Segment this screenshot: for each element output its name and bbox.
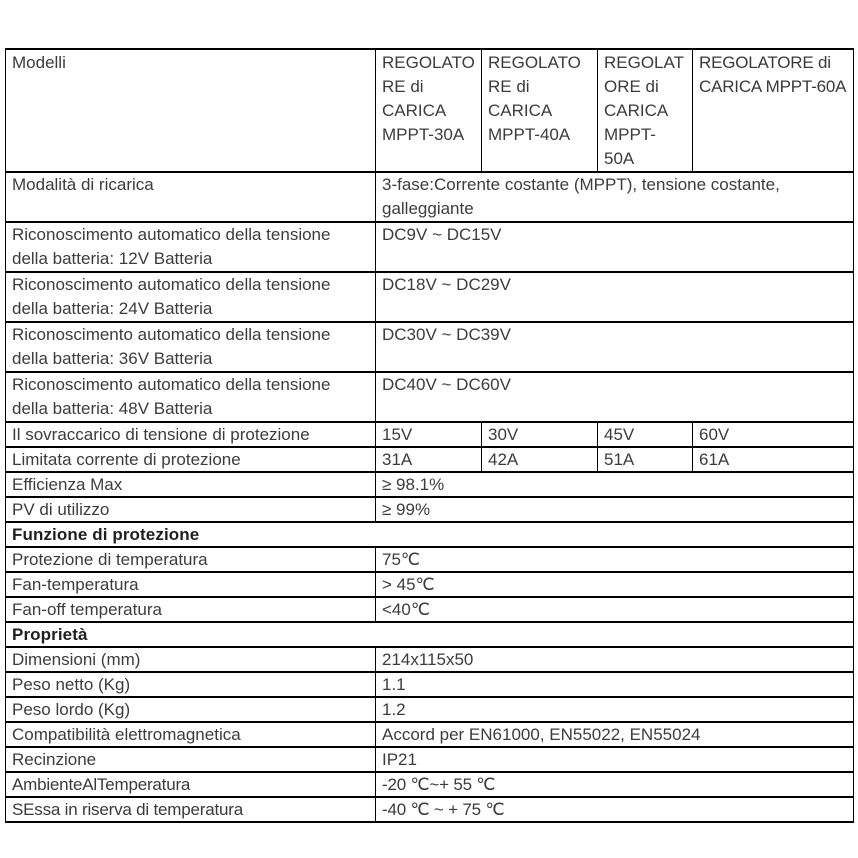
enclosure-value: IP21 <box>376 747 854 772</box>
row-battery-36v <box>6 322 854 372</box>
row-current-limit <box>6 447 854 472</box>
fan-off-temp-label: Fan-off temperatura <box>6 597 376 622</box>
enclosure-label: Recinzione <box>6 747 376 772</box>
current-limit-40a: 42A <box>482 447 598 472</box>
row-dimensions <box>6 647 854 672</box>
fan-off-temp-value: <40℃ <box>376 597 854 622</box>
row-max-efficiency <box>6 472 854 497</box>
storage-temp-label: SEssa in riserva di temperatura <box>6 797 376 822</box>
row-charge-mode <box>6 172 854 222</box>
battery-24v-value: DC18V ~ DC29V <box>376 272 854 322</box>
battery-24v-label: Riconoscimento automatico della tensione della batteria: 24V Batteria <box>6 272 376 322</box>
net-weight-value: 1.1 <box>376 672 854 697</box>
row-emc <box>6 722 854 747</box>
storage-temp-value: -40 ℃ ~ + 75 ℃ <box>376 797 854 822</box>
gross-weight-label: Peso lordo (Kg) <box>6 697 376 722</box>
model-mppt-30a: REGOLATORE di CARICA MPPT-30A <box>376 49 482 172</box>
fan-on-temp-value: > 45℃ <box>376 572 854 597</box>
fan-on-temp-label: Fan-temperatura <box>6 572 376 597</box>
model-mppt-50a: REGOLATORE di CARICA MPPT-50A <box>598 49 693 172</box>
overvoltage-label: Il sovraccarico di tensione di protezione <box>6 422 376 447</box>
row-fan-off-temp <box>6 597 854 622</box>
battery-12v-value: DC9V ~ DC15V <box>376 222 854 272</box>
row-gross-weight <box>6 697 854 722</box>
emc-value: Accord per EN61000, EN55022, EN55024 <box>376 722 854 747</box>
mppt-spec-table <box>5 48 854 823</box>
model-mppt-60a: REGOLATORE di CARICA MPPT-60A <box>693 49 854 172</box>
row-enclosure <box>6 747 854 772</box>
row-properties-section <box>6 622 854 647</box>
row-pv-usage <box>6 497 854 522</box>
max-efficiency-label: Efficienza Max <box>6 472 376 497</box>
max-efficiency-value: ≥ 98.1% <box>376 472 854 497</box>
overvoltage-60a: 60V <box>693 422 854 447</box>
current-limit-60a: 61A <box>693 447 854 472</box>
current-limit-50a: 51A <box>598 447 693 472</box>
row-protection-section <box>6 522 854 547</box>
row-models <box>6 49 854 172</box>
row-fan-on-temp <box>6 572 854 597</box>
row-ambient-temp <box>6 772 854 797</box>
row-battery-48v <box>6 372 854 422</box>
pv-usage-label: PV di utilizzo <box>6 497 376 522</box>
dimensions-label: Dimensioni (mm) <box>6 647 376 672</box>
overvoltage-50a: 45V <box>598 422 693 447</box>
row-overvoltage-protection <box>6 422 854 447</box>
row-battery-12v <box>6 222 854 272</box>
overvoltage-40a: 30V <box>482 422 598 447</box>
row-net-weight <box>6 672 854 697</box>
gross-weight-value: 1.2 <box>376 697 854 722</box>
battery-48v-label: Riconoscimento automatico della tensione della batteria: 48V Batteria <box>6 372 376 422</box>
dimensions-value: 214x115x50 <box>376 647 854 672</box>
row-battery-24v <box>6 272 854 322</box>
row-temp-protection <box>6 547 854 572</box>
battery-36v-value: DC30V ~ DC39V <box>376 322 854 372</box>
battery-12v-label: Riconoscimento automatico della tensione della batteria: 12V Batteria <box>6 222 376 272</box>
overvoltage-30a: 15V <box>376 422 482 447</box>
current-limit-30a: 31A <box>376 447 482 472</box>
temp-protection-value: 75℃ <box>376 547 854 572</box>
net-weight-label: Peso netto (Kg) <box>6 672 376 697</box>
battery-36v-label: Riconoscimento automatico della tensione della batteria: 36V Batteria <box>6 322 376 372</box>
current-limit-label: Limitata corrente di protezione <box>6 447 376 472</box>
models-row-label: Modelli <box>6 49 376 172</box>
properties-section-title: Proprietà <box>6 622 854 647</box>
charge-mode-label: Modalità di ricarica <box>6 172 376 222</box>
protection-section-title: Funzione di protezione <box>6 522 854 547</box>
emc-label: Compatibilità elettromagnetica <box>6 722 376 747</box>
model-mppt-40a: REGOLATORE di CARICA MPPT-40A <box>482 49 598 172</box>
ambient-temp-value: -20 ℃~+ 55 ℃ <box>376 772 854 797</box>
battery-48v-value: DC40V ~ DC60V <box>376 372 854 422</box>
pv-usage-value: ≥ 99% <box>376 497 854 522</box>
row-storage-temp <box>6 797 854 822</box>
charge-mode-value: 3-fase:Corrente costante (MPPT), tensione costante, galleggiante <box>376 172 854 222</box>
ambient-temp-label: AmbienteAlTemperatura <box>6 772 376 797</box>
temp-protection-label: Protezione di temperatura <box>6 547 376 572</box>
